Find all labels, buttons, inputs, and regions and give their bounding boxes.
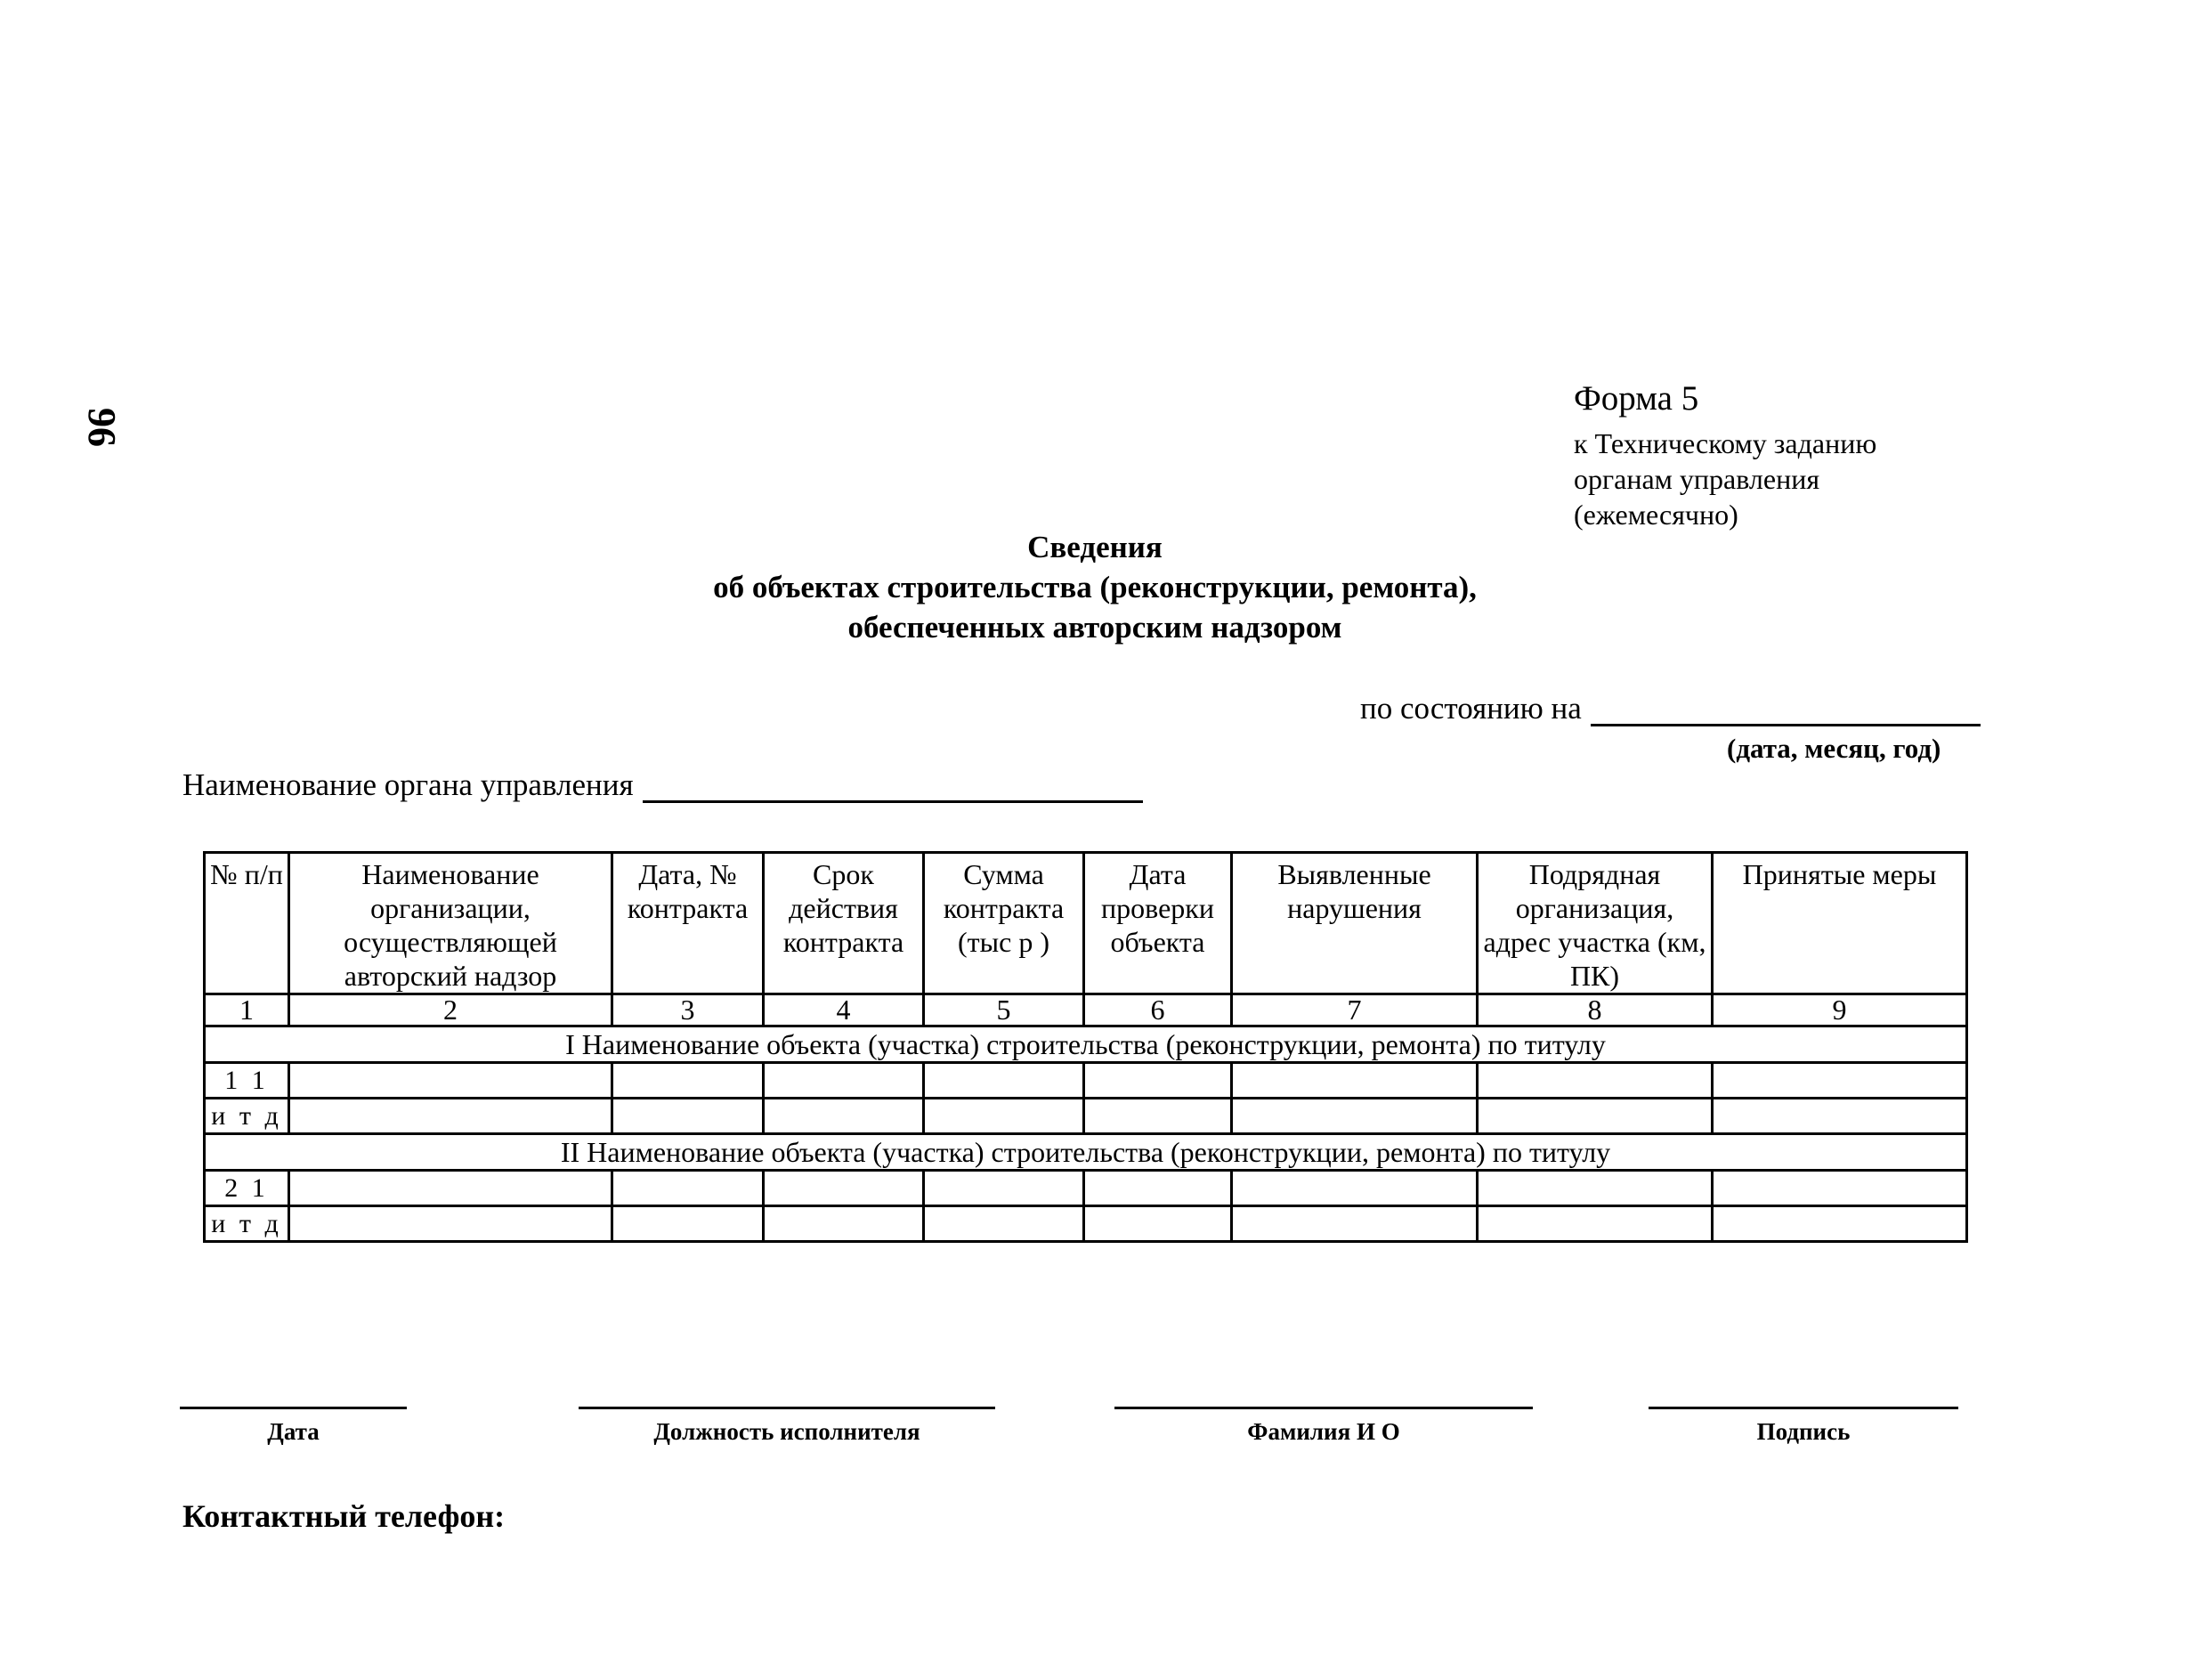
table-cell [924,1171,1084,1206]
signature-line [1649,1407,1958,1409]
row-number: и т д [205,1206,289,1242]
table-cell [289,1099,612,1134]
title-line: Сведения [1027,530,1163,564]
section-row [205,1134,1967,1171]
date-label: Дата [267,1418,320,1445]
table-cell [1713,1063,1967,1099]
page-number: 96 [80,408,124,447]
section-row [205,1026,1967,1063]
table-cell [1713,1206,1967,1242]
title-line: обеспеченных авторским надзором [847,610,1342,645]
table-cell [1713,1171,1967,1206]
column-header: № п/п [205,853,289,994]
table-cell [1232,1099,1478,1134]
column-number: 9 [1713,994,1967,1026]
column-header: Наименование организации, осуществляющей авторский надзор [289,853,612,994]
form-subtitle-line: (ежемесячно) [1574,499,1738,531]
table-cell [289,1063,612,1099]
column-header: Дата, № контракта [612,853,764,994]
table-cell [1084,1063,1232,1099]
row-number: 1 1 [205,1063,289,1099]
name-label: Фамилия И О [1247,1418,1400,1445]
table-row [205,1099,1967,1134]
form-subtitle-line: органам управления [1574,463,1820,495]
column-number: 5 [924,994,1084,1026]
signature-label: Подпись [1756,1418,1851,1445]
as-of-hint: (дата, месяц, год) [1727,733,1941,764]
table-cell [1713,1099,1967,1134]
column-number: 2 [289,994,612,1026]
table-cell [764,1171,924,1206]
table-cell [612,1206,764,1242]
table-cell [764,1099,924,1134]
column-header: Сумма контракта (тыс р ) [924,853,1084,994]
column-number: 4 [764,994,924,1026]
section-title: I Наименование объекта (участка) строительства (реконструкции, ремонта) по титулу [205,1026,1967,1063]
table-cell [1478,1171,1713,1206]
table-cell [1084,1206,1232,1242]
table-header-row [205,853,1967,994]
section-title: II Наименование объекта (участка) строительства (реконструкции, ремонта) по титулу [205,1134,1967,1171]
table-cell [924,1099,1084,1134]
column-number: 3 [612,994,764,1026]
table-cell [1232,1206,1478,1242]
org-name-label: Наименование органа управления [182,767,634,802]
column-header: Дата проверки объекта [1084,853,1232,994]
column-number: 8 [1478,994,1713,1026]
row-number: 2 1 [205,1171,289,1206]
as-of-field [1360,691,1981,726]
table-row [205,1063,1967,1099]
column-header: Выявленные нарушения [1232,853,1478,994]
column-number-row [205,994,1967,1026]
table-cell [764,1063,924,1099]
title-line: об объектах строительства (реконструкции, ремонта), [713,570,1477,604]
row-number: и т д [205,1099,289,1134]
document-title [445,527,1745,647]
org-name-blank-line [643,770,1143,803]
form-label: Форма 5 [1574,379,1699,418]
column-header: Подрядная организация, адрес участка (км, ПК) [1478,853,1713,994]
position-signature-line [579,1407,995,1409]
table-cell [612,1171,764,1206]
column-number: 1 [205,994,289,1026]
table-cell [924,1063,1084,1099]
as-of-blank-line [1591,694,1981,726]
table-cell [1084,1171,1232,1206]
org-name-field [182,767,1143,803]
table-cell [1478,1099,1713,1134]
as-of-label: по состоянию на [1360,691,1582,726]
table-cell [764,1206,924,1242]
table-cell [1084,1099,1232,1134]
name-signature-line [1114,1407,1533,1409]
table-cell [924,1206,1084,1242]
table-cell [1232,1063,1478,1099]
form-subtitle-line: к Техническому заданию [1574,427,1877,459]
position-label: Должность исполнителя [653,1418,920,1445]
column-header: Срок действия контракта [764,853,924,994]
column-header: Принятые меры [1713,853,1967,994]
table-cell [612,1063,764,1099]
table-cell [1478,1206,1713,1242]
table-row [205,1171,1967,1206]
table-cell [289,1171,612,1206]
contact-phone-label: Контактный телефон: [182,1498,506,1534]
column-number: 7 [1232,994,1478,1026]
column-number: 6 [1084,994,1232,1026]
date-signature-line [180,1407,407,1409]
table-cell [289,1206,612,1242]
table-cell [1478,1063,1713,1099]
form-subtitle [1574,426,1876,532]
table-cell [612,1099,764,1134]
report-table [203,851,1968,1243]
table-row [205,1206,1967,1242]
table-cell [1232,1171,1478,1206]
